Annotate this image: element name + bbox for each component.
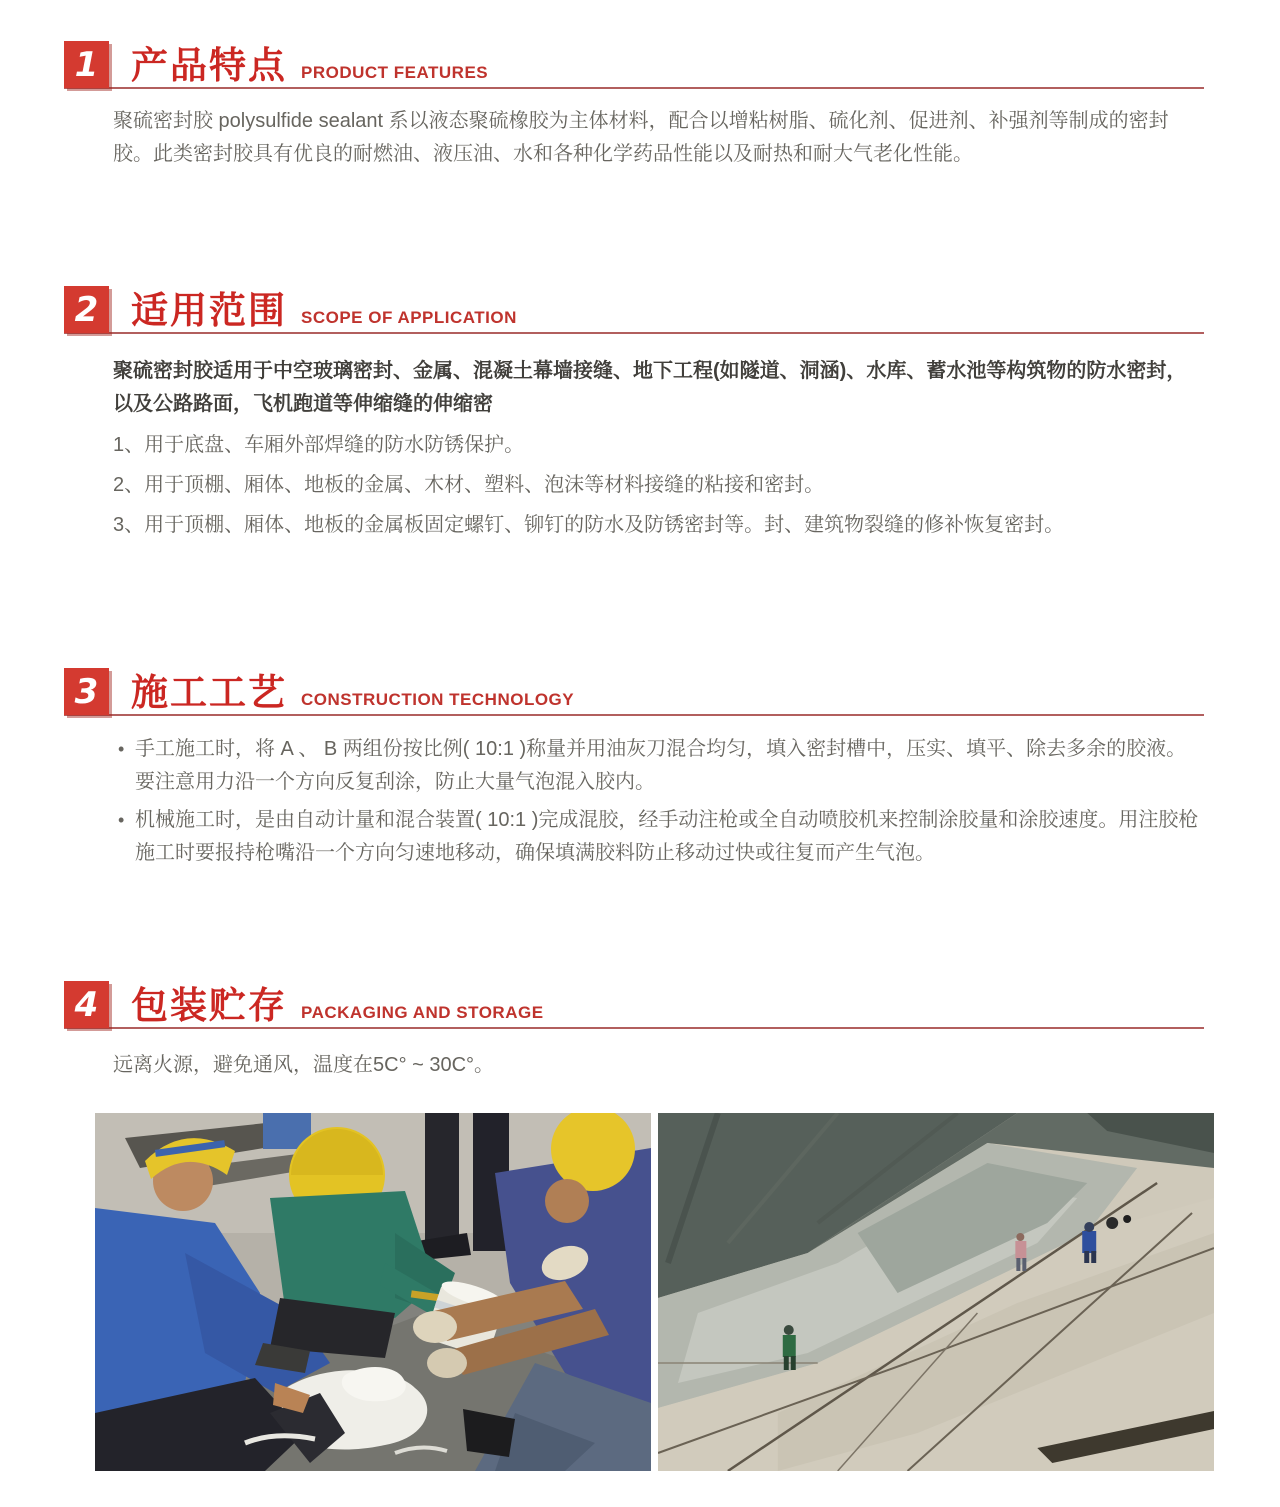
section-1-titles xyxy=(131,47,488,87)
section-2-header xyxy=(64,283,1204,334)
photo-row xyxy=(95,1113,1215,1471)
section-title-zh: 适用范围 xyxy=(131,290,287,331)
section-packaging-and-storage xyxy=(0,978,1280,1082)
section-3-bullet-list xyxy=(118,733,1205,870)
section-2-titles xyxy=(131,292,517,332)
section-number: 2 xyxy=(74,289,99,330)
section-title-zh: 产品特点 xyxy=(131,45,287,86)
section-number: 1 xyxy=(74,44,99,85)
bullet-item: • 手工施工时，将 A 、 B 两组份按比例( 10:1 )称量并用油灰刀混合均匀，填入密封槽中，压实、填平、除去多余的胶液。要注意用力沿一个方向反复刮涂，防止大量气泡混入胶内。 xyxy=(118,733,1205,799)
section-2-lead-paragraph: 聚硫密封胶适用于中空玻璃密封、金属、混凝土幕墙接缝、地下工程(如隧道、洞涵)、水库、蓄水池等构筑物的防水密封，以及公路路面，飞机跑道等伸缩缝的伸缩密 xyxy=(113,360,1187,415)
concrete-slope-photo xyxy=(658,1113,1214,1471)
section-4-titles xyxy=(131,987,544,1027)
section-construction-technology xyxy=(0,665,1280,870)
section-1-header xyxy=(64,38,1204,89)
section-product-features xyxy=(0,0,1280,171)
section-number: 3 xyxy=(74,671,99,712)
section-title-zh: 包装贮存 xyxy=(131,985,287,1026)
section-4-number-badge xyxy=(64,981,109,1028)
section-title-en: PACKAGING AND STORAGE xyxy=(301,1003,544,1022)
workers-applying-sealant-illustration xyxy=(95,1113,651,1471)
list-item: 3、用于顶棚、厢体、地板的金属板固定螺钉、铆钉的防水及防锈密封等。封、建筑物裂缝的修补恢复密封。 xyxy=(113,514,1065,536)
section-title-en: CONSTRUCTION TECHNOLOGY xyxy=(301,690,575,709)
workers-applying-sealant-photo xyxy=(95,1113,651,1471)
section-title-zh: 施工工艺 xyxy=(131,672,287,713)
section-3-number-badge xyxy=(64,668,109,715)
section-3-header xyxy=(64,665,1204,716)
list-item: 1、用于底盘、车厢外部焊缝的防水防锈保护。 xyxy=(113,434,525,456)
section-1-number-badge xyxy=(64,41,109,88)
section-4-paragraph: 远离火源，避免通风，温度在5C° ~ 30C°。 xyxy=(113,1054,495,1076)
section-title-en: SCOPE OF APPLICATION xyxy=(301,308,517,327)
section-1-paragraph: 聚硫密封胶 polysulfide sealant 系以液态聚硫橡胶为主体材料，配合以增粘树脂、硫化剂、促进剂、补强剂等制成的密封胶。此类密封胶具有优良的耐燃油、液压油、水和各种化学药品性能以及耐热和耐大气老化性能。 xyxy=(113,110,1169,165)
bullet-item: • 机械施工时，是由自动计量和混合装置( 10:1 )完成混胶，经手动注枪或全自动喷胶机来控制涂胶量和涂胶速度。用注胶枪施工时要报持枪嘴沿一个方向匀速地移动，确保填满胶料防止移动过快或往复而产生气泡。 xyxy=(118,804,1205,870)
concrete-slope-illustration xyxy=(658,1113,1214,1471)
section-scope-of-application xyxy=(0,283,1280,542)
section-2-number-badge xyxy=(64,286,109,333)
section-4-header xyxy=(64,978,1204,1029)
section-3-titles xyxy=(131,674,574,714)
list-item: 2、用于顶棚、厢体、地板的金属、木材、塑料、泡沫等材料接缝的粘接和密封。 xyxy=(113,474,825,496)
section-title-en: PRODUCT FEATURES xyxy=(301,63,489,82)
section-2-numbered-list xyxy=(113,429,1205,542)
section-number: 4 xyxy=(74,984,99,1025)
